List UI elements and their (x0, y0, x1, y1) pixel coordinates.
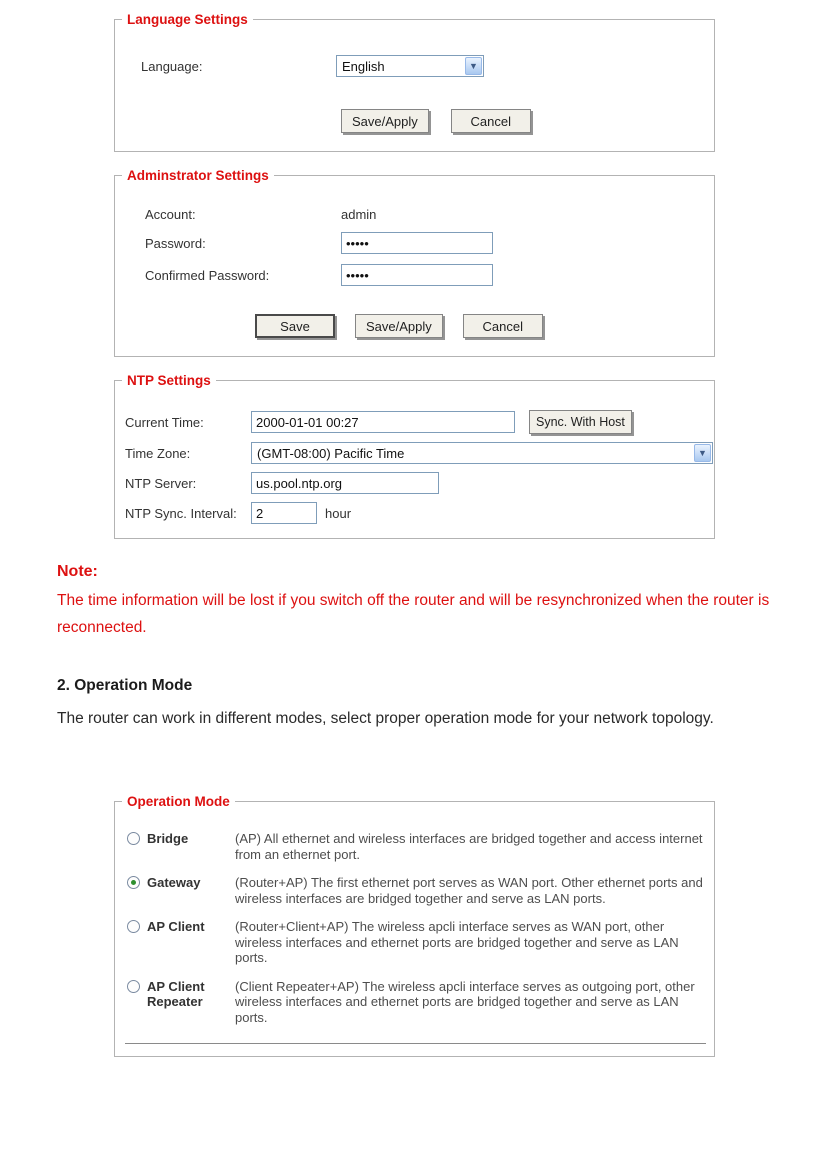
ap-client-radio-option[interactable] (127, 919, 235, 966)
radio-button-icon[interactable] (127, 876, 140, 889)
operation-mode-option-ap-client (127, 919, 714, 966)
language-select[interactable] (336, 55, 484, 77)
current-time-row (125, 410, 714, 434)
divider (125, 1043, 706, 1044)
sync-with-host-button[interactable]: Sync. With Host (529, 410, 632, 434)
password-label: Password: (145, 235, 206, 251)
confirmed-password-row (145, 264, 714, 286)
confirmed-password-field[interactable] (341, 264, 493, 286)
language-select-value: English (342, 58, 385, 74)
ntp-sync-interval-row (125, 502, 714, 524)
operation-mode-option-ap-client-repeater (127, 979, 714, 1026)
admin-buttons (255, 314, 714, 338)
section-text: The router can work in different modes, select proper operation mode for your network topology. (57, 710, 714, 727)
ap-client-description: (Router+Client+AP) The wireless apcli interface serves as WAN port, other wireless interfaces and ethernet ports are bridged together and serve as LAN ports. (235, 919, 679, 965)
ntp-sync-interval-label: NTP Sync. Interval: (125, 505, 237, 521)
bridge-description: (AP) All ethernet and wireless interfaces are bridged together and access internet from an ethernet port. (235, 831, 703, 862)
save-button[interactable]: Save (255, 314, 335, 338)
operation-mode-panel (114, 794, 715, 1057)
note-heading: Note: (57, 563, 98, 580)
confirmed-password-label: Confirmed Password: (145, 267, 270, 283)
save-apply-button[interactable]: Save/Apply (355, 314, 443, 338)
time-zone-label: Time Zone: (125, 445, 191, 461)
chevron-down-icon: ▼ (465, 57, 482, 75)
operation-mode-option-gateway (127, 875, 714, 906)
bridge-radio-option[interactable] (127, 831, 235, 862)
password-field[interactable] (341, 232, 493, 254)
ap-client-repeater-radio-label[interactable]: AP Client Repeater (147, 978, 205, 1009)
save-apply-button[interactable]: Save/Apply (341, 109, 429, 133)
note-text: The time information will be lost if you switch off the router and will be resynchronized when the router is reconnected. (57, 592, 770, 636)
time-zone-row (125, 442, 714, 464)
radio-button-icon[interactable] (127, 980, 140, 993)
account-row (145, 207, 714, 222)
gateway-description: (Router+AP) The first ethernet port serves as WAN port. Other ethernet ports and wireless interfaces are bridged together and serve as LAN ports. (235, 875, 703, 906)
ap-client-repeater-description: (Client Repeater+AP) The wireless apcli interface serves as outgoing port, other wireless interfaces and ethernet ports are bridged together and serve as LAN ports. (235, 978, 695, 1025)
password-row (145, 232, 714, 254)
ntp-settings-legend: NTP Settings (127, 373, 211, 388)
time-zone-select[interactable] (251, 442, 713, 464)
radio-button-icon[interactable] (127, 832, 140, 845)
language-settings-legend: Language Settings (127, 12, 248, 27)
ntp-sync-interval-unit: hour (325, 505, 352, 521)
ntp-server-field[interactable] (251, 472, 439, 494)
operation-mode-section (57, 677, 779, 732)
operation-mode-option-bridge (127, 831, 714, 862)
account-label: Account: (145, 207, 196, 222)
bridge-radio-label[interactable]: Bridge (147, 831, 189, 846)
administrator-settings-legend: Adminstrator Settings (127, 168, 269, 183)
ntp-settings-panel (114, 373, 715, 539)
operation-mode-legend: Operation Mode (127, 794, 230, 809)
ntp-server-label: NTP Server: (125, 475, 197, 491)
time-zone-select-value: (GMT-08:00) Pacific Time (257, 445, 405, 461)
ntp-server-row (125, 472, 714, 494)
radio-button-icon[interactable] (127, 920, 140, 933)
ntp-sync-interval-field[interactable] (251, 502, 317, 524)
language-settings-panel (114, 12, 715, 152)
note-block (57, 563, 779, 641)
current-time-label: Current Time: (125, 414, 204, 430)
account-value: admin (341, 207, 377, 222)
administrator-settings-panel (114, 168, 715, 357)
language-row (141, 55, 714, 77)
language-label: Language: (141, 58, 203, 74)
gateway-radio-option[interactable] (127, 875, 235, 906)
ap-client-repeater-radio-option[interactable] (127, 979, 235, 1026)
language-buttons (341, 109, 714, 133)
chevron-down-icon: ▼ (694, 444, 711, 462)
section-heading: 2. Operation Mode (57, 677, 193, 694)
cancel-button[interactable]: Cancel (451, 109, 531, 133)
current-time-field[interactable] (251, 411, 515, 433)
gateway-radio-label[interactable]: Gateway (147, 875, 201, 890)
cancel-button[interactable]: Cancel (463, 314, 543, 338)
ap-client-radio-label[interactable]: AP Client (147, 919, 205, 934)
